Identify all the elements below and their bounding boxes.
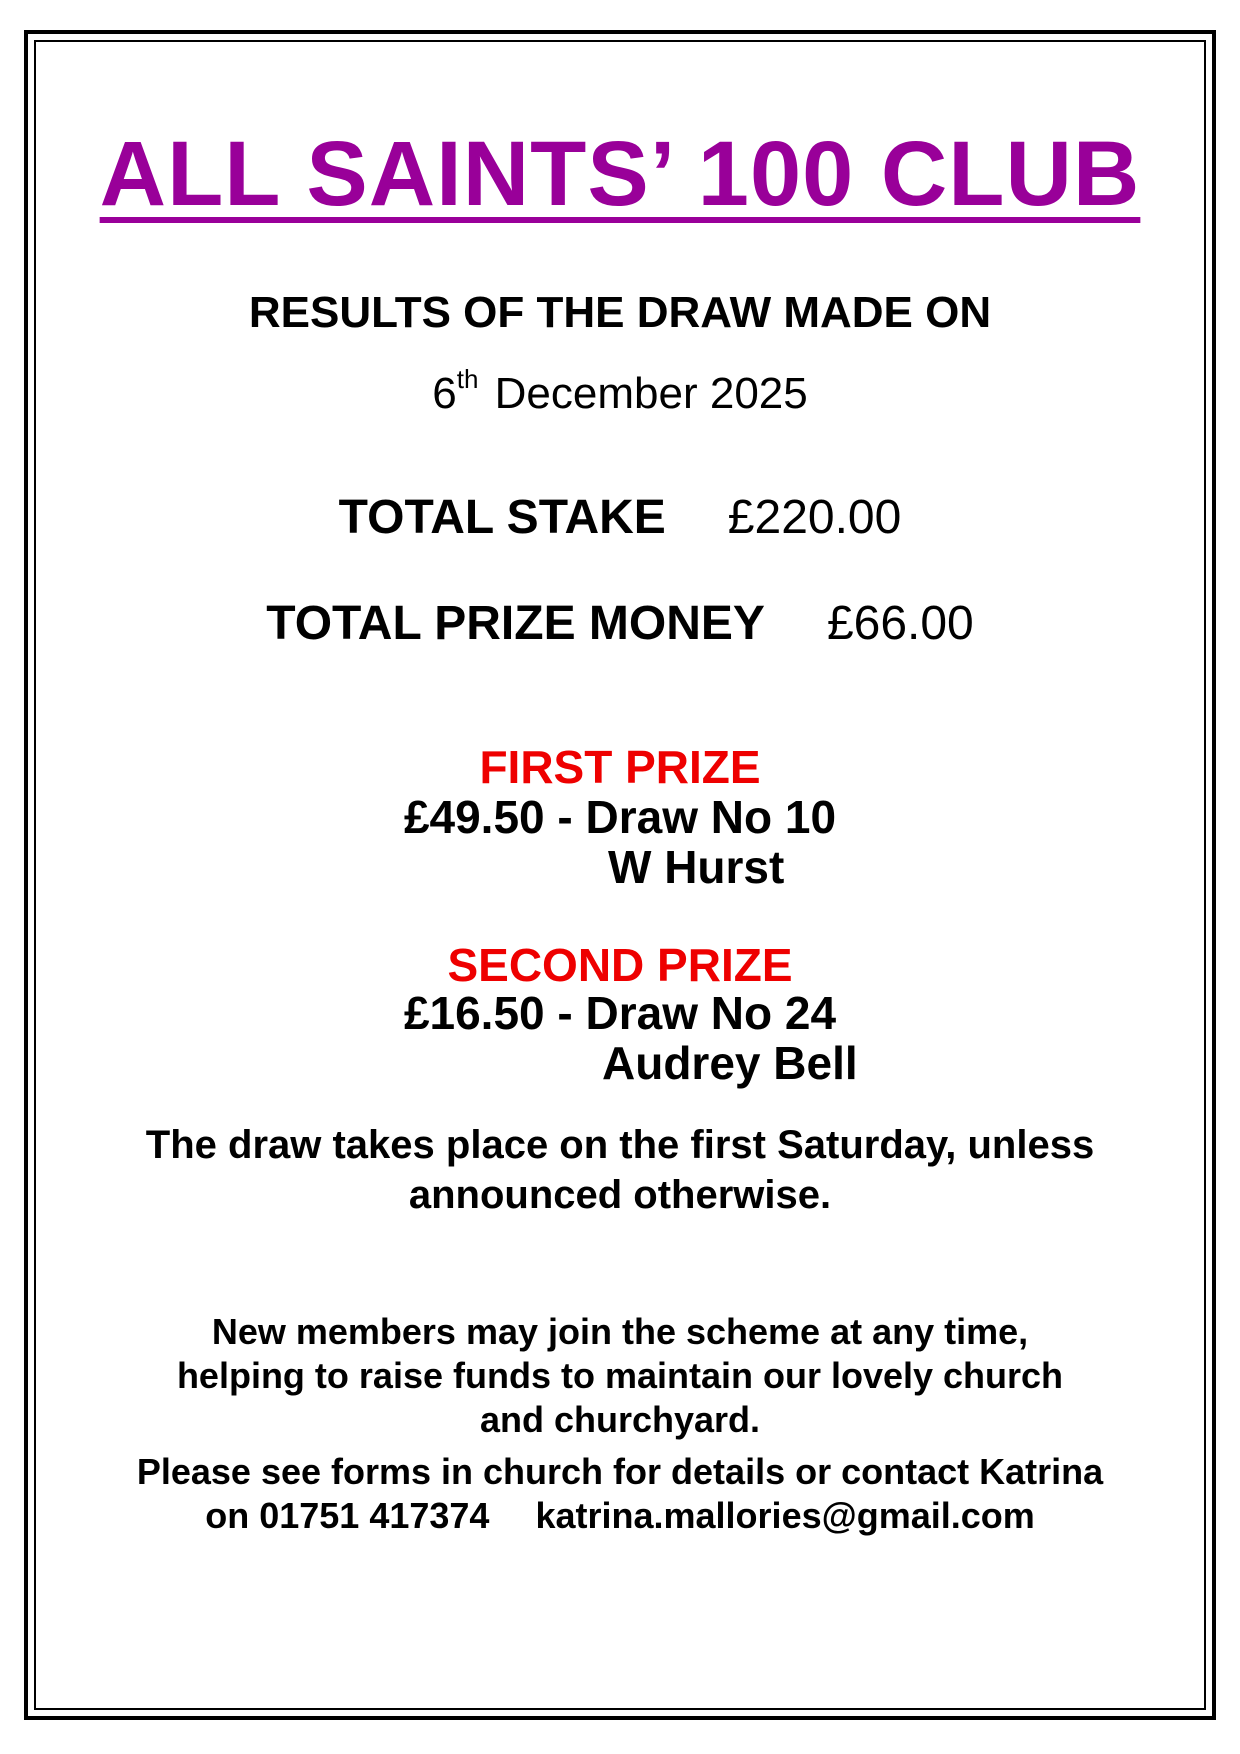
contact-info — [28, 1450, 1212, 1538]
draw-date-day: 6 — [432, 369, 457, 418]
note-line-1: The draw takes place on the first Saturday, unless — [145, 1123, 1095, 1167]
first-prize-label: FIRST PRIZE — [479, 741, 761, 793]
total-prize-money-value: £66.00 — [826, 597, 974, 650]
total-stake-row — [28, 490, 1212, 545]
page-title: ALL SAINTS’ 100 CLUB — [99, 123, 1141, 225]
second-prize-line: £16.50 - Draw No 24 — [403, 987, 837, 1039]
membership-line-1: New members may join the scheme at any time, — [211, 1311, 1029, 1352]
membership-info — [28, 1310, 1212, 1442]
draw-schedule-note — [28, 1120, 1212, 1220]
page-border-outer — [24, 30, 1216, 1720]
note-line-2: announced otherwise. — [408, 1173, 832, 1217]
draw-date — [28, 364, 1212, 419]
total-prize-money-row — [28, 596, 1212, 651]
membership-line-3: and churchyard. — [479, 1399, 761, 1440]
contact-line-2 — [28, 1494, 1212, 1538]
second-prize-label: SECOND PRIZE — [447, 939, 793, 991]
total-prize-money-label: TOTAL PRIZE MONEY — [266, 597, 765, 650]
contact-email[interactable]: katrina.mallories@gmail.com — [535, 1495, 1035, 1536]
second-prize-winner: Audrey Bell — [602, 1037, 858, 1089]
first-prize-line: £49.50 - Draw No 10 — [403, 791, 837, 843]
first-prize-winner: W Hurst — [608, 841, 785, 893]
contact-line-1: Please see forms in church for details or contact Katrina — [136, 1451, 1104, 1492]
total-stake-value: £220.00 — [727, 491, 902, 544]
draw-heading: RESULTS OF THE DRAW MADE ON — [248, 288, 992, 337]
draw-date-month-year: December 2025 — [494, 369, 808, 418]
contact-phone: on 01751 417374 — [205, 1495, 490, 1536]
membership-line-2: helping to raise funds to maintain our lovely church — [176, 1355, 1064, 1396]
total-stake-label: TOTAL STAKE — [338, 491, 666, 544]
draw-date-suffix: th — [456, 364, 479, 394]
